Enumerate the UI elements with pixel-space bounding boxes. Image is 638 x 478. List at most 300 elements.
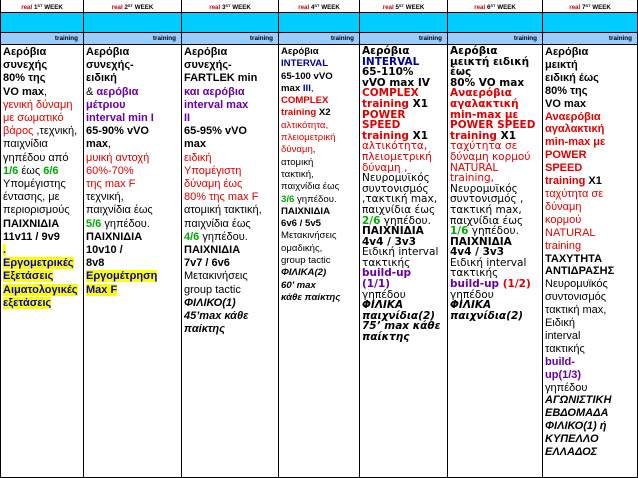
- content-line: [3, 86, 81, 99]
- content-line: [3, 178, 81, 191]
- content-text: Εξετάσεις: [3, 270, 54, 283]
- content-text: VO max: [545, 97, 586, 110]
- content-text: 1/6: [450, 225, 469, 238]
- content-line: [86, 72, 179, 85]
- content-line: [86, 257, 179, 270]
- content-text: παιχνίδια(2): [450, 309, 524, 322]
- week-4-content: [279, 45, 360, 478]
- content-text: Υπομέγιστη: [184, 164, 242, 177]
- content-line: [184, 59, 276, 72]
- content-text: συντονισμός ,: [450, 193, 524, 206]
- content-text: ΠΑΙΧΝΙΔΙΑ: [184, 244, 241, 257]
- content-text: ΦΙΛΙΚΑ: [450, 299, 492, 312]
- week-header-4: [279, 0, 360, 13]
- content-text: ταχύτητα σε: [545, 187, 604, 200]
- content-text: τακτικής: [545, 342, 585, 355]
- training-label-1: training: [0, 33, 84, 45]
- content-text: min-max με: [450, 108, 519, 121]
- content-line: [184, 138, 276, 151]
- content-line: [184, 257, 276, 270]
- content-line: [545, 59, 635, 72]
- week-label: WEEK: [497, 4, 516, 11]
- content-text: POWER SPEED: [450, 119, 536, 132]
- content-line: [545, 85, 635, 98]
- content-text: .: [3, 244, 7, 257]
- content-text: Μετακινήσεις: [184, 270, 248, 283]
- content-text: δύναμη έως: [184, 178, 243, 191]
- content-text: III: [302, 82, 311, 94]
- content-text: group tactic: [281, 255, 331, 267]
- content-line: [3, 165, 81, 178]
- week-label: WEEK: [134, 4, 154, 11]
- content-text: X1: [408, 97, 429, 110]
- content-text: NATURAL: [450, 161, 499, 174]
- content-text: παιχνίδια έως: [450, 214, 524, 227]
- content-text: συντονισμός: [545, 291, 607, 304]
- content-text: έντασης, με: [3, 191, 60, 204]
- content-text: Νευρομυϊκός: [362, 172, 430, 185]
- content-text: γηπέδου.: [294, 193, 337, 205]
- content-line: [3, 257, 81, 270]
- content-line: [545, 291, 635, 304]
- header-band-5: [360, 13, 448, 33]
- content-line: [86, 178, 179, 191]
- content-line: [281, 267, 357, 279]
- content-text: NATURAL: [545, 226, 596, 239]
- week-7-content: [543, 45, 638, 478]
- content-text: 7v7 / 6v6: [184, 257, 230, 270]
- content-line: [86, 86, 179, 99]
- content-text: ειδική: [184, 151, 212, 164]
- header-band-3: [182, 13, 279, 33]
- content-text: training: [362, 129, 409, 142]
- week-header-3: [182, 0, 279, 13]
- content-text: Μετακινήσεις: [281, 230, 337, 242]
- content-text: ΤΑΧΥΤΗΤΑ: [545, 252, 603, 265]
- content-text: max: [86, 138, 109, 151]
- content-text: build-up: [362, 267, 412, 280]
- content-line: [545, 46, 635, 59]
- content-line: [281, 144, 357, 156]
- content-text: Αερόβια: [86, 46, 130, 58]
- content-text: max: [184, 138, 207, 151]
- content-line: [545, 394, 635, 407]
- content-line: [281, 169, 357, 181]
- content-text: δύναμη: [281, 144, 313, 156]
- week-prefix: real: [474, 4, 486, 11]
- content-line: [545, 136, 635, 149]
- content-line: [545, 149, 635, 162]
- content-line: [545, 343, 635, 356]
- content-text: training,: [450, 172, 495, 185]
- content-line: [3, 112, 81, 125]
- content-text: παιχνίδια(2): [362, 309, 436, 322]
- content-line: [86, 46, 179, 59]
- week-prefix: real: [298, 4, 310, 11]
- content-text: 80% της: [3, 72, 46, 85]
- content-text: συνεχής-: [86, 59, 134, 72]
- week-number: 6: [486, 4, 491, 11]
- content-line: [184, 244, 276, 257]
- content-line: [3, 284, 81, 297]
- content-line: [86, 125, 179, 138]
- content-line: [86, 191, 179, 204]
- content-line: [281, 95, 357, 107]
- content-line: [184, 178, 276, 191]
- content-line: [184, 46, 276, 59]
- content-text: ΠΑΙΧΝΙΔΙΑ: [86, 230, 143, 243]
- content-text: POWER: [362, 108, 406, 121]
- content-line: [450, 311, 540, 322]
- content-text: FARTLEK min: [184, 72, 258, 85]
- content-text: 60’ max: [281, 279, 316, 291]
- content-line: [545, 201, 635, 214]
- content-text: δύναμη: [545, 200, 582, 213]
- content-text: αερόβια: [96, 85, 139, 98]
- content-text: τακτικής: [362, 256, 411, 269]
- content-line: [3, 270, 81, 283]
- content-text: 65-95% vVO: [184, 125, 247, 138]
- content-text: COMPLEX: [281, 95, 329, 107]
- week-number-suffix: ST: [225, 3, 231, 8]
- content-text: 6v6 / 5v5: [281, 218, 322, 230]
- week-header-6: [448, 0, 543, 13]
- content-line: [281, 230, 357, 242]
- content-text: 11v11 / 9v9: [3, 230, 60, 243]
- content-text: 8v8: [86, 257, 105, 270]
- content-text: INTERVAL: [281, 58, 329, 70]
- content-line: [281, 243, 357, 255]
- content-line: [545, 420, 635, 433]
- content-text: και αερόβια: [184, 85, 245, 98]
- content-text: παιχνίδια έως: [86, 204, 153, 217]
- content-text: 65-110%: [362, 66, 414, 79]
- content-text: ατομική τακτική,: [184, 204, 262, 217]
- content-text: κορμού: [545, 213, 582, 226]
- content-text: ,: [43, 85, 48, 98]
- content-text: X1: [585, 175, 602, 188]
- content-text: training: [281, 107, 317, 119]
- content-line: [545, 98, 635, 111]
- content-text: συντονισμός: [362, 182, 429, 195]
- content-text: πλειομετρική: [281, 132, 336, 144]
- content-text: Νευρομυϊκός: [450, 182, 518, 195]
- week-label: WEEK: [232, 4, 251, 11]
- header-band-4: [279, 13, 360, 33]
- content-line: [3, 204, 81, 217]
- content-line: [281, 218, 357, 230]
- content-text: 4/6: [184, 230, 200, 243]
- content-line: [86, 152, 179, 165]
- content-line: [184, 191, 276, 204]
- week-label: WEEK: [592, 4, 611, 11]
- content-text: training: [545, 239, 582, 252]
- content-line: [86, 99, 179, 112]
- content-line: [184, 72, 276, 85]
- content-text: INTERVAL: [362, 55, 420, 68]
- content-line: [184, 204, 276, 217]
- content-line: [184, 270, 276, 283]
- content-line: [545, 446, 635, 459]
- content-line: [545, 304, 635, 317]
- content-line: [86, 138, 179, 151]
- content-text: min-max με: [545, 136, 606, 149]
- content-line: [545, 111, 635, 124]
- content-text: συνεχής: [3, 59, 48, 72]
- week-2-content: [84, 45, 182, 478]
- content-line: [86, 218, 179, 231]
- week-header-2: [84, 0, 182, 13]
- content-line: [86, 112, 179, 125]
- content-line: [281, 120, 357, 132]
- content-line: [3, 152, 81, 165]
- content-line: [545, 317, 635, 330]
- content-text: 4v4 / 3v3: [450, 246, 505, 259]
- content-text: build-up: [450, 278, 500, 291]
- header-band-7: [543, 13, 638, 33]
- content-text: παίκτης: [362, 331, 410, 344]
- content-text: γηπέδου από: [3, 151, 69, 164]
- content-text: Αερόβια: [450, 45, 498, 57]
- content-line: [545, 407, 635, 420]
- content-line: [281, 194, 357, 206]
- content-line: [281, 280, 357, 292]
- content-line: [281, 292, 357, 304]
- content-line: [184, 99, 276, 112]
- content-text: αλτικότητα,: [281, 119, 329, 131]
- content-line: [184, 218, 276, 231]
- week-number: 7: [581, 4, 586, 11]
- week-5-content: [360, 45, 448, 478]
- content-text: ΠΑΙΧΝΙΔΙΑ: [362, 225, 424, 238]
- content-line: [281, 132, 357, 144]
- content-text: ,τακτική max,: [362, 193, 438, 206]
- content-text: τεχνική,: [86, 191, 124, 204]
- content-line: [545, 278, 635, 291]
- content-text: Αερόβια: [3, 46, 47, 58]
- header-band-1: [0, 13, 84, 33]
- week-number: 5: [395, 4, 399, 11]
- content-text: παιχνίδια έως: [184, 217, 251, 230]
- content-line: [281, 206, 357, 218]
- content-text: training: [362, 97, 409, 110]
- content-line: [3, 231, 81, 244]
- content-text: συνεχής-: [184, 59, 232, 72]
- week-number-suffix: ST: [314, 3, 320, 8]
- content-text: τακτική max,: [450, 203, 522, 216]
- content-text: (1/1): [362, 278, 391, 291]
- training-label-7: training: [543, 33, 638, 45]
- content-text: 75’ max κάθε: [362, 320, 441, 333]
- content-text: μεικτή: [545, 58, 578, 71]
- content-text: γηπέδου.: [101, 217, 150, 230]
- content-text: γηπέδου.: [380, 214, 431, 227]
- content-text: Αιματολογικές: [3, 283, 78, 296]
- week-number: 4: [310, 4, 315, 11]
- training-label-4: training: [279, 33, 360, 45]
- content-text: SPEED: [362, 119, 401, 132]
- content-text: αγαλακτική: [545, 123, 605, 136]
- content-text: training: [450, 129, 497, 142]
- content-line: [545, 240, 635, 253]
- content-text: vVO max IV: [362, 76, 430, 89]
- week-number-suffix: ST: [585, 3, 591, 8]
- content-line: [86, 284, 179, 297]
- content-text: 65-90% vVO: [86, 125, 149, 138]
- content-line: [184, 310, 276, 323]
- content-text: πλειομετρική: [362, 150, 432, 163]
- content-text: μυική αντοχή: [86, 151, 150, 164]
- content-line: [86, 204, 179, 217]
- content-text: ΠΑΙΧΝΙΔΙΑ: [281, 205, 331, 217]
- content-text: γηπέδου.: [199, 230, 248, 243]
- content-text: γηπέδου: [545, 381, 588, 394]
- content-text: ΕΛΛΑΔΟΣ: [545, 446, 598, 459]
- content-text: X1: [496, 129, 517, 142]
- content-text: μέτριου: [86, 98, 126, 111]
- training-label-6: training: [448, 33, 543, 45]
- content-text: 5/6: [86, 217, 102, 230]
- content-line: [184, 112, 276, 125]
- week-label: WEEK: [321, 4, 340, 11]
- content-text: έως: [450, 66, 472, 79]
- content-text: Ειδική interval: [450, 256, 527, 269]
- content-text: εξετάσεις: [3, 296, 52, 309]
- content-text: ,: [108, 138, 112, 151]
- content-text: ΑΝΤΙΔΡΑΣΗΣ: [545, 265, 615, 278]
- content-line: [86, 270, 179, 283]
- content-line: [3, 138, 81, 151]
- content-line: [362, 332, 445, 343]
- content-text: VO max: [3, 85, 44, 98]
- content-text: Αερόβια: [281, 46, 319, 57]
- week-6-content: [448, 45, 543, 478]
- content-line: [3, 46, 81, 59]
- content-text: παιχνίδια: [3, 138, 48, 151]
- content-text: αγαλακτική: [450, 97, 519, 110]
- content-text: ΠΑΙΧΝΙΔΙΑ: [3, 217, 60, 230]
- content-text: της max F: [86, 178, 136, 191]
- content-line: [281, 255, 357, 267]
- content-text: ταχύτητα σε: [450, 140, 518, 153]
- content-line: [184, 297, 276, 310]
- content-text: interval: [545, 329, 581, 342]
- content-text: 45’max κάθε: [184, 310, 249, 323]
- content-text: (1/2): [499, 278, 531, 291]
- content-line: [545, 369, 635, 382]
- content-text: ,: [312, 144, 316, 156]
- content-line: [545, 123, 635, 136]
- content-text: ,τεχνική,: [33, 125, 78, 138]
- content-line: [545, 188, 635, 201]
- content-text: ΦΙΛΙΚΟ(1) ή: [545, 420, 607, 433]
- training-label-5: training: [360, 33, 448, 45]
- week-number-suffix: ST: [127, 3, 134, 8]
- content-line: [281, 71, 357, 83]
- content-text: 10v10 /: [86, 244, 123, 257]
- content-text: interval min I: [86, 112, 154, 125]
- content-text: 2/6: [362, 214, 381, 227]
- content-line: [3, 59, 81, 72]
- content-line: [3, 125, 81, 138]
- content-text: ΦΙΛΙΚΑ: [362, 299, 404, 312]
- training-label-2: training: [84, 33, 182, 45]
- content-line: [545, 382, 635, 395]
- content-line: [281, 58, 357, 70]
- content-line: [184, 323, 276, 336]
- week-header-1: [0, 0, 84, 13]
- content-text: ΠΑΙΧΝΙΔΙΑ: [450, 235, 512, 248]
- content-line: [281, 46, 357, 58]
- content-text: τακτική,: [281, 168, 314, 180]
- content-text: Υπομέγιστης: [3, 178, 66, 191]
- content-line: [281, 181, 357, 193]
- content-line: [281, 157, 357, 169]
- content-text: Ειδική interval: [362, 246, 439, 259]
- content-text: με σωματικό: [3, 112, 64, 125]
- content-text: παιχνίδια έως: [281, 181, 340, 193]
- content-line: [86, 165, 179, 178]
- content-text: Εργομετρικές: [3, 257, 74, 270]
- week-number: 2: [124, 4, 128, 11]
- week-header-5: [360, 0, 448, 13]
- content-line: [184, 231, 276, 244]
- content-line: [184, 165, 276, 178]
- content-text: up(1/3): [545, 368, 582, 381]
- content-text: max: [281, 82, 303, 94]
- content-text: βάρος: [3, 125, 34, 138]
- content-text: 60%-70%: [86, 164, 134, 177]
- header-band-2: [84, 13, 182, 33]
- content-text: Αναερόβια: [450, 87, 512, 100]
- content-text: Ειδική: [545, 317, 575, 330]
- content-text: γηπέδου: [362, 288, 406, 301]
- content-text: 65-100 vVO: [281, 70, 333, 82]
- content-line: [545, 175, 635, 188]
- content-line: [86, 59, 179, 72]
- content-text: Αερόβια: [184, 46, 228, 58]
- content-text: SPEED: [545, 162, 583, 175]
- content-line: [545, 214, 635, 227]
- content-text: έως: [18, 164, 44, 177]
- week-number-suffix: ST: [490, 3, 496, 8]
- content-text: ΦΙΛΙΚΟ(1): [184, 296, 236, 309]
- content-text: Αερόβια: [362, 45, 410, 57]
- content-text: build-: [545, 355, 575, 368]
- content-text: 1/6: [3, 164, 19, 177]
- content-line: [86, 244, 179, 257]
- content-line: [545, 253, 635, 266]
- content-text: 3/6: [281, 193, 295, 205]
- content-line: [545, 227, 635, 240]
- content-text: POWER: [545, 149, 587, 162]
- week-number-suffix: ST: [398, 3, 405, 8]
- content-text: ΑΓΩΝΙΣΤΙΚΗ: [545, 394, 612, 407]
- week-number: 3: [221, 4, 226, 11]
- content-text: γηπέδου.: [468, 225, 519, 238]
- content-text: Αναερόβια: [545, 110, 601, 123]
- content-line: [3, 99, 81, 112]
- content-text: COMPLEX: [362, 87, 419, 100]
- content-text: Εργομέτρηση: [86, 270, 158, 283]
- content-text: ειδική: [86, 72, 117, 85]
- content-line: [281, 107, 357, 119]
- week-prefix: real: [382, 4, 394, 11]
- content-text: ΕΒΔΟΜΑΔΑ: [545, 407, 609, 420]
- content-text: Max F: [86, 283, 118, 296]
- content-text: ομαδικής,: [281, 242, 323, 254]
- content-line: [184, 125, 276, 138]
